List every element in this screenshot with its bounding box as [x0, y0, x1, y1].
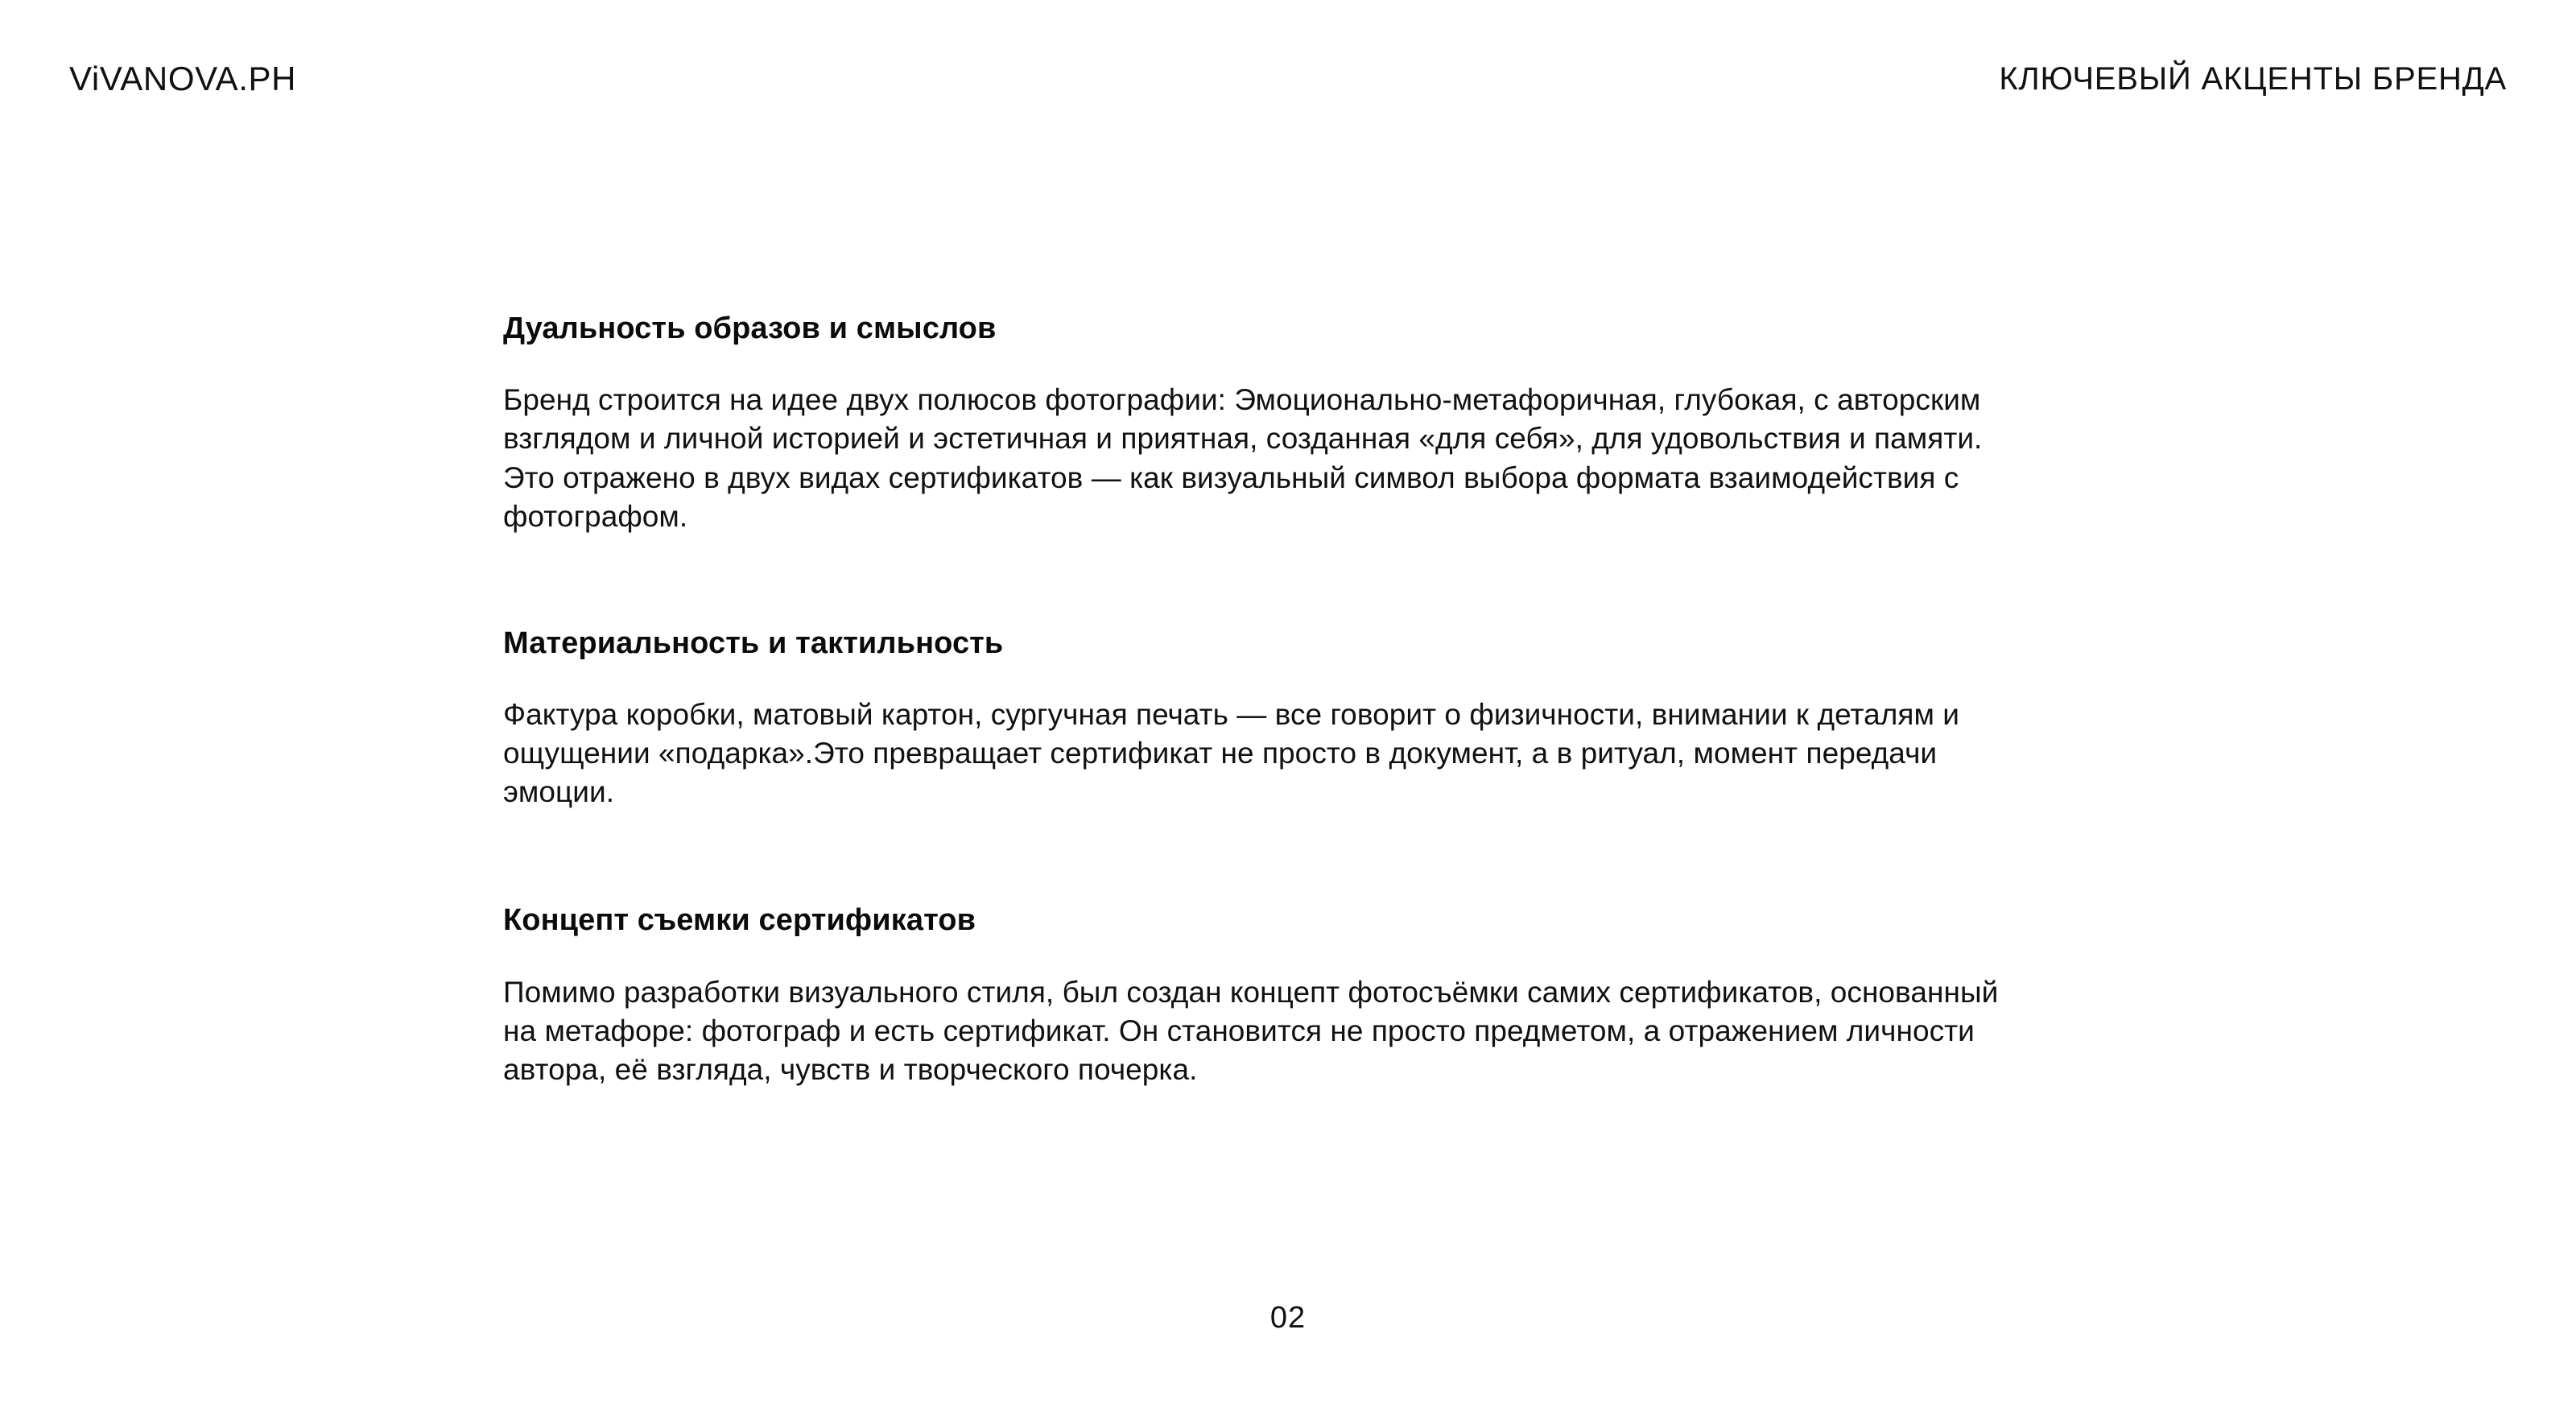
content-block-materiality: [503, 625, 2057, 812]
brand-logo: ViVANOVA.PH: [69, 60, 297, 97]
content-block-shooting-concept: [503, 902, 2057, 1089]
content-area: [503, 310, 2057, 1089]
page-number: 02: [1269, 1301, 1307, 1335]
slide-header: [69, 56, 2507, 101]
content-block-duality: [503, 310, 2057, 536]
block-heading: Концепт съемки сертификатов: [503, 903, 976, 938]
block-body: Помимо разработки визуального стиля, был создан концепт фотосъёмки самих сертификатов, основанный на метафоре: фотограф и есть сертификат. Он становится не просто предметом, а отражением личности автора, её взгляда, чувств и творческого почерка.: [503, 975, 1999, 1086]
block-heading: Материальность и тактильность: [503, 625, 1004, 660]
block-body: Фактура коробки, матовый картон, сургучная печать — все говорит о физичности, внимании к деталям и ощущении «подарка».Это превращает сертификат не просто в документ, а в ритуал, момент передачи эмоции.: [503, 698, 1960, 809]
section-title: КЛЮЧЕВЫЙ АКЦЕНТЫ БРЕНДА: [1999, 61, 2507, 97]
block-body: Бренд строится на идее двух полюсов фотографии: Эмоционально-метафоричная, глубокая, с авторским взглядом и личной историей и эстетичная и приятная, созданная «для себя», для удовольствия и памяти. Это отражено в двух видах сертификатов — как визуальный символ выбора формата взаимодействия с фотографом.: [503, 383, 1983, 533]
block-heading: Дуальность образов и смыслов: [503, 312, 997, 345]
